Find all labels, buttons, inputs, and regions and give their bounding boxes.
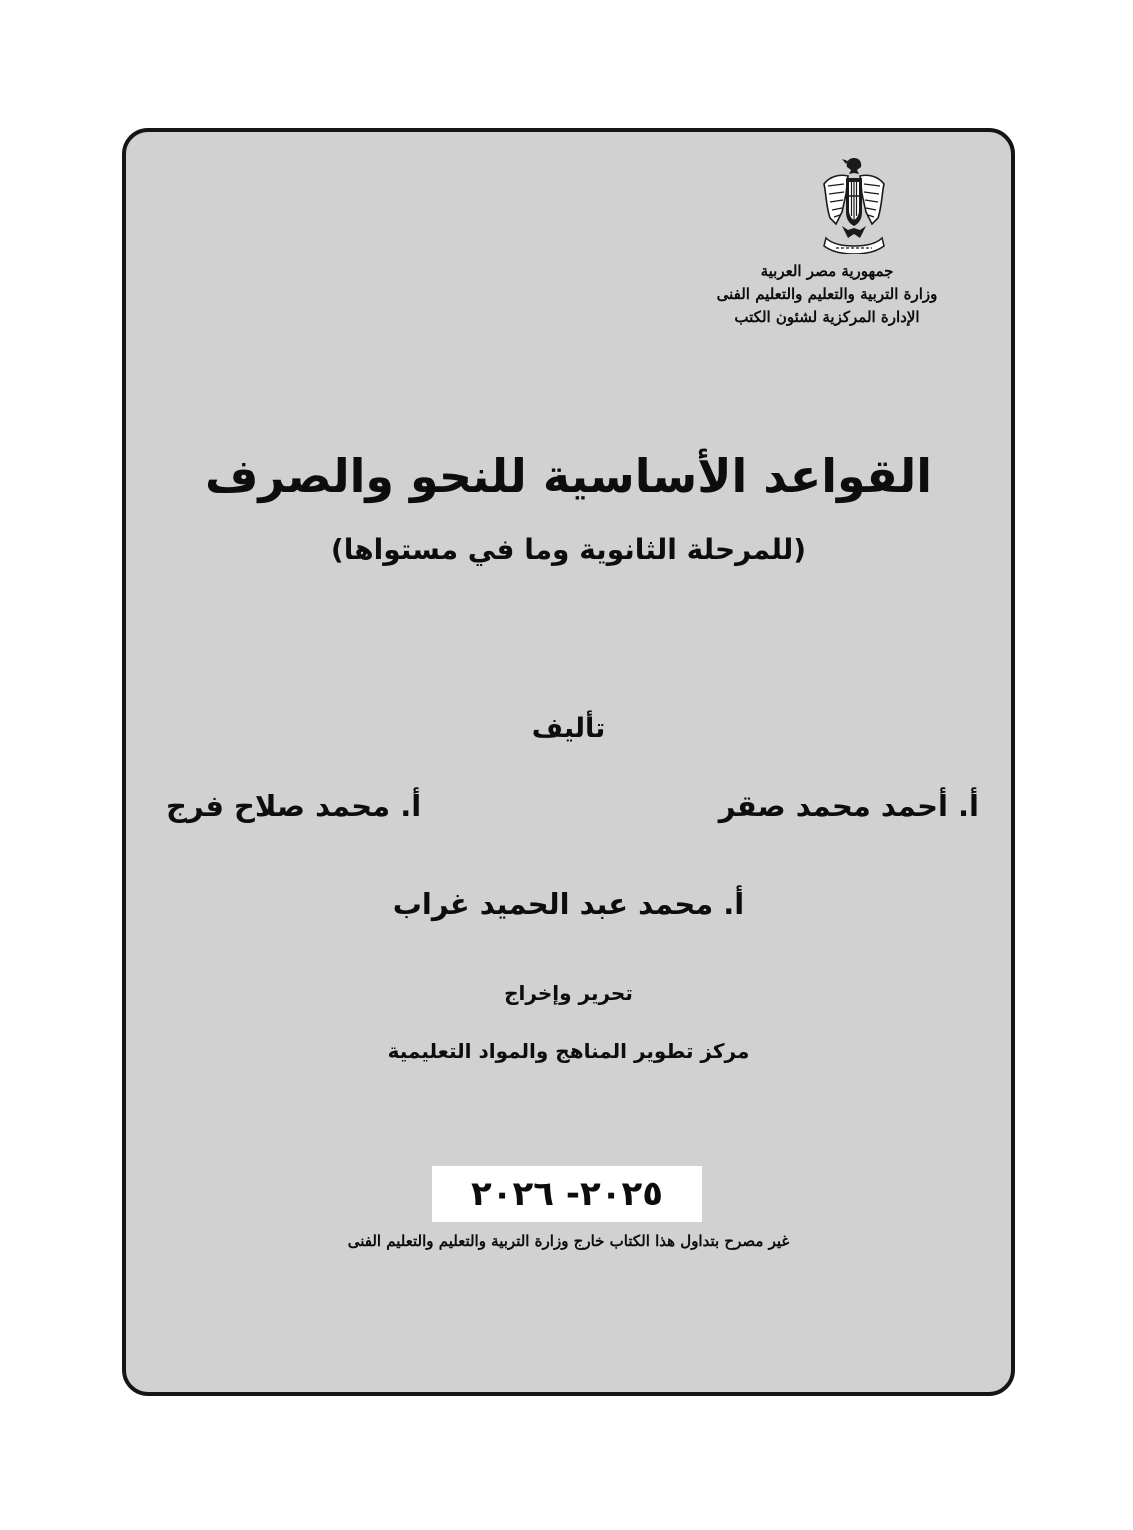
editing-label: تحرير وإخراج (504, 981, 633, 1005)
book-cover (122, 128, 1015, 1396)
issuing-authority (667, 260, 987, 329)
authorship-label: تأليف (531, 713, 606, 744)
country-name: جمهورية مصر العربية (760, 262, 894, 280)
author-name: أ. محمد صلاح فرج (166, 789, 422, 823)
ministry-name: وزارة التربية والتعليم والتعليم الفنى (716, 285, 938, 303)
book-title: القواعد الأساسية للنحو والصرف (204, 449, 933, 503)
book-subtitle: (للمرحلة الثانوية وما في مستواها) (330, 533, 807, 566)
editing-organization: مركز تطوير المناهج والمواد التعليمية (387, 1039, 750, 1063)
academic-year: ٢٠٢٥- ٢٠٢٦ (432, 1166, 702, 1222)
circulation-notice: غير مصرح بتداول هذا الكتاب خارج وزارة التربية والتعليم والتعليم الفنى (347, 1232, 790, 1250)
eagle-emblem-icon (818, 154, 890, 254)
department-name: الإدارة المركزية لشئون الكتب (734, 308, 920, 326)
author-name: أ. أحمد محمد صقر (718, 789, 979, 823)
author-name: أ. محمد عبد الحميد غراب (392, 887, 745, 921)
